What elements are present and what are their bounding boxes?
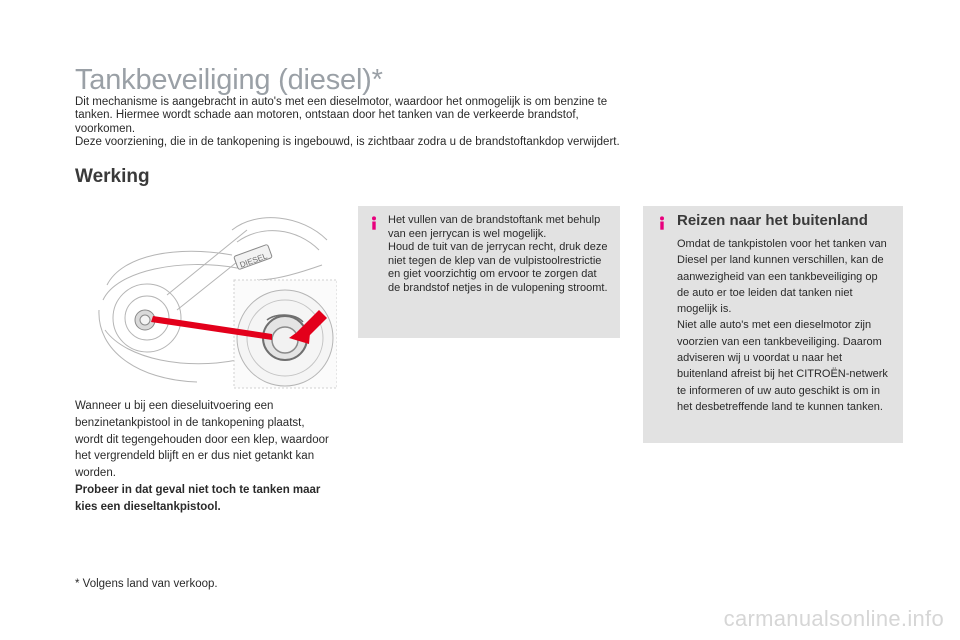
werking-paragraph: Wanneer u bij een dieseluitvoering een benzinetankpistool in de tankopening plaatst, wordt dit tegengehouden door een klep, waardoor het vergrendeld blijft en er dus niet getankt kan worden. xyxy=(75,400,329,480)
intro-paragraph-2: Deze voorziening, die in de tankopening is ingebouwd, is zichtbaar zodra u de brandstoftankdop verwijdert. xyxy=(75,136,620,149)
fuel-filler-illustration xyxy=(97,210,337,390)
fuel-filler-drawing xyxy=(97,210,337,390)
section-heading-werking: Werking xyxy=(75,166,150,187)
werking-warning: Probeer in dat geval niet toch te tanken maar kies een dieseltankpistool. xyxy=(75,483,321,513)
werking-body xyxy=(75,398,330,516)
travel-paragraph-1: Omdat de tankpistolen voor het tanken van Diesel per land kunnen verschillen, kan de aanwezigheid van een tankbeveiliging op de auto er toe leiden dat tanken niet mogelijk is. xyxy=(677,238,887,316)
travel-abroad-box xyxy=(643,206,903,443)
travel-paragraph-2: Niet alle auto's met een dieselmotor zijn voorzien van een tankbeveiliging. Daarom adviseren wij u voordat u naar het buitenland afreist bij het CITROËN-netwerk te informeren of uw auto geschikt is om in het desbetreffende land te kunnen tanken. xyxy=(677,319,888,413)
info-icon xyxy=(368,216,380,230)
diesel-label: DIESEL xyxy=(238,251,269,270)
note-line-2: Houd de tuit van de jerrycan recht, druk deze niet tegen de klep van de vulpistoolrestrictie en giet voorzichtig om ervoor te zorgen dat de brandstof netjes in de vulopening stroomt. xyxy=(388,241,608,294)
footnote: * Volgens land van verkoop. xyxy=(75,578,218,590)
jerrycan-note-box xyxy=(358,206,620,338)
intro-text xyxy=(75,96,630,150)
travel-heading: Reizen naar het buitenland xyxy=(677,212,868,229)
info-icon xyxy=(656,216,668,230)
note-line-1: Het vullen van de brandstoftank met behulp van een jerrycan is wel mogelijk. xyxy=(388,214,601,240)
watermark: carmanualsonline.info xyxy=(723,606,944,631)
page-title: Tankbeveiliging (diesel)* xyxy=(75,64,383,96)
intro-paragraph-1: Dit mechanisme is aangebracht in auto's met een dieselmotor, waardoor het onmogelijk is om benzine te tanken. Hiermee wordt schade aan motoren, ontstaan door het tanken van de verkeerde brandstof, voorkomen. xyxy=(75,96,608,135)
